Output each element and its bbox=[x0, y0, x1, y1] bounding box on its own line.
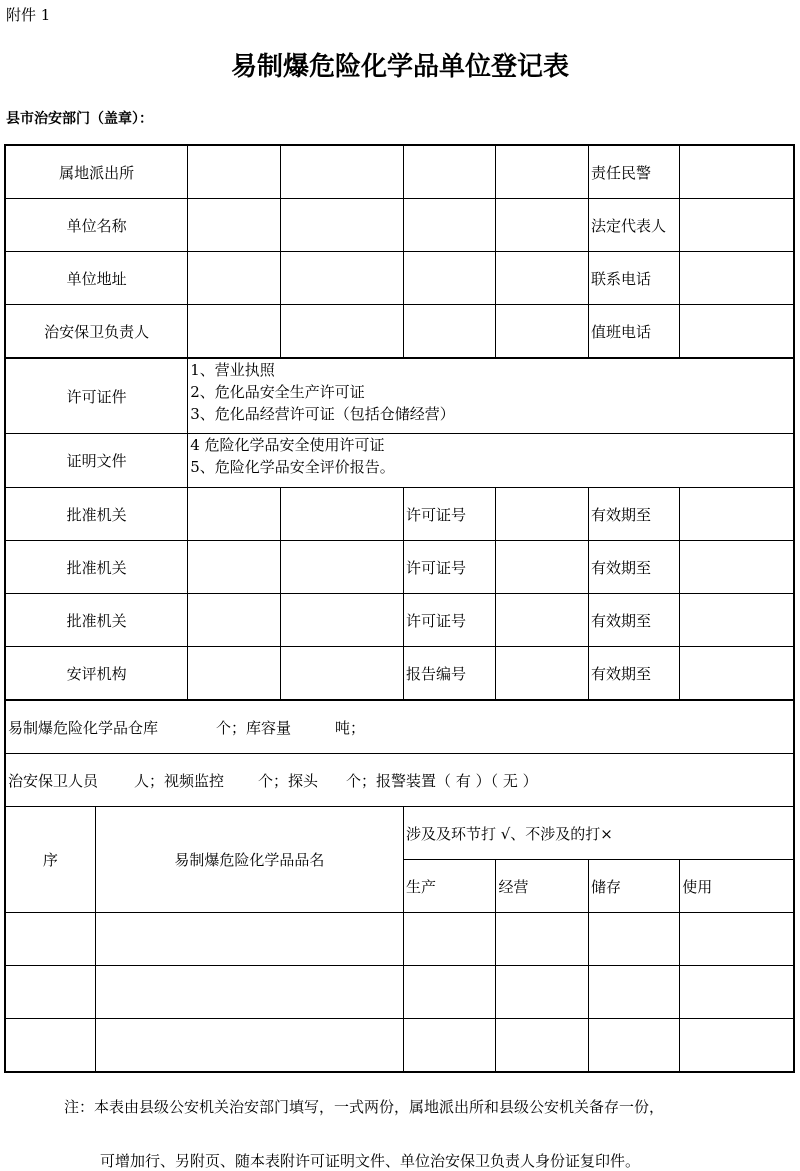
table-row bbox=[5, 966, 794, 1019]
contact-phone-label: 联系电话 bbox=[588, 252, 679, 305]
officer-label: 责任民警 bbox=[588, 145, 679, 199]
table-row bbox=[5, 913, 794, 966]
stage-production-header: 生产 bbox=[403, 860, 495, 913]
dept-seal-label: 县市治安部门（盖章）： bbox=[6, 111, 153, 127]
seq-cell[interactable] bbox=[5, 913, 95, 966]
license-label: 许可证件 bbox=[5, 358, 188, 434]
stage-operation-header: 经营 bbox=[496, 860, 588, 913]
report-number-label: 报告编号 bbox=[403, 647, 495, 701]
warehouse-prefix: 易制爆危险化学品仓库 bbox=[8, 718, 159, 737]
approval-authority-field[interactable] bbox=[280, 594, 403, 647]
operation-cell[interactable] bbox=[496, 1019, 588, 1073]
valid-until-label: 有效期至 bbox=[588, 488, 679, 541]
storage-cell[interactable] bbox=[588, 1019, 679, 1073]
police-station-label: 属地派出所 bbox=[5, 145, 188, 199]
license-item: 2、危化品安全生产许可证 bbox=[190, 383, 365, 401]
unit-name-field-1[interactable] bbox=[188, 199, 280, 252]
assessment-agency-label: 安评机构 bbox=[5, 647, 188, 701]
product-name-cell[interactable] bbox=[95, 1019, 403, 1073]
approval-authority-field[interactable] bbox=[188, 541, 280, 594]
unit-address-field-4[interactable] bbox=[496, 252, 588, 305]
storage-cell[interactable] bbox=[588, 913, 679, 966]
seq-cell[interactable] bbox=[5, 1019, 95, 1073]
page-title: 易制爆危险化学品单位登记表 bbox=[230, 52, 569, 82]
license-item: 3、危化品经营许可证（包括仓储经营） bbox=[190, 405, 455, 423]
valid-until-field[interactable] bbox=[680, 594, 794, 647]
seq-header: 序 bbox=[5, 807, 95, 913]
approval-authority-field[interactable] bbox=[280, 541, 403, 594]
stages-header: 涉及及环节打 √、不涉及的打× bbox=[403, 807, 794, 860]
valid-until-label: 有效期至 bbox=[588, 541, 679, 594]
assessment-valid-label: 有效期至 bbox=[588, 647, 679, 701]
stage-storage-header: 储存 bbox=[588, 860, 679, 913]
unit-address-field-2[interactable] bbox=[280, 252, 403, 305]
license-number-field[interactable] bbox=[496, 488, 588, 541]
table-row bbox=[5, 1019, 794, 1073]
officer-field[interactable] bbox=[680, 145, 794, 199]
security-staff-label: 治安保卫人员 bbox=[8, 771, 99, 790]
security-head-label: 治安保卫负责人 bbox=[5, 305, 188, 359]
note-line-2: 可增加行、另附页、随本表附许可证明文件、单位治安保卫负责人身份证复印件。 bbox=[100, 1152, 641, 1170]
legal-rep-field[interactable] bbox=[680, 199, 794, 252]
security-head-field-2[interactable] bbox=[280, 305, 403, 359]
registration-table bbox=[4, 144, 795, 1073]
unit-name-field-4[interactable] bbox=[496, 199, 588, 252]
unit-address-field-1[interactable] bbox=[188, 252, 280, 305]
assessment-valid-field[interactable] bbox=[680, 647, 794, 701]
warehouse-ton-unit: 吨； bbox=[335, 718, 366, 737]
operation-cell[interactable] bbox=[496, 966, 588, 1019]
stage-use-header: 使用 bbox=[680, 860, 794, 913]
proof-item: 5、危险化学品安全评价报告。 bbox=[190, 458, 395, 476]
probe-label: 个；探头 bbox=[258, 771, 319, 790]
security-head-field-3[interactable] bbox=[403, 305, 495, 359]
unit-address-label: 单位地址 bbox=[5, 252, 188, 305]
alarm-label: 个；报警装置（ 有 ）（ 无 ） bbox=[346, 771, 538, 790]
approval-authority-label: 批准机关 bbox=[5, 488, 188, 541]
video-label: 人；视频监控 bbox=[134, 771, 225, 790]
use-cell[interactable] bbox=[680, 966, 794, 1019]
security-row[interactable] bbox=[5, 754, 794, 807]
approval-authority-label: 批准机关 bbox=[5, 594, 188, 647]
license-list bbox=[188, 358, 794, 434]
proof-list bbox=[188, 434, 794, 488]
police-station-field-2[interactable] bbox=[280, 145, 403, 199]
security-head-field-1[interactable] bbox=[188, 305, 280, 359]
unit-name-field-3[interactable] bbox=[403, 199, 495, 252]
unit-name-label: 单位名称 bbox=[5, 199, 188, 252]
license-number-field[interactable] bbox=[496, 541, 588, 594]
license-number-label: 许可证号 bbox=[403, 488, 495, 541]
valid-until-label: 有效期至 bbox=[588, 594, 679, 647]
proof-label: 证明文件 bbox=[5, 434, 188, 488]
police-station-field-4[interactable] bbox=[496, 145, 588, 199]
warehouse-row[interactable] bbox=[5, 700, 794, 754]
unit-name-field-2[interactable] bbox=[280, 199, 403, 252]
duty-phone-field[interactable] bbox=[680, 305, 794, 359]
approval-authority-field[interactable] bbox=[188, 594, 280, 647]
production-cell[interactable] bbox=[403, 966, 495, 1019]
security-head-field-4[interactable] bbox=[496, 305, 588, 359]
product-name-header: 易制爆危险化学品品名 bbox=[95, 807, 403, 913]
license-number-label: 许可证号 bbox=[403, 594, 495, 647]
license-item: 1、营业执照 bbox=[190, 361, 275, 379]
license-number-label: 许可证号 bbox=[403, 541, 495, 594]
use-cell[interactable] bbox=[680, 1019, 794, 1073]
approval-authority-field[interactable] bbox=[188, 488, 280, 541]
unit-address-field-3[interactable] bbox=[403, 252, 495, 305]
seq-cell[interactable] bbox=[5, 966, 95, 1019]
production-cell[interactable] bbox=[403, 1019, 495, 1073]
assessment-agency-field[interactable] bbox=[188, 647, 280, 701]
police-station-field-3[interactable] bbox=[403, 145, 495, 199]
approval-authority-field[interactable] bbox=[280, 488, 403, 541]
proof-item: 4 危险化学品安全使用许可证 bbox=[190, 436, 385, 454]
assessment-agency-field[interactable] bbox=[280, 647, 403, 701]
contact-phone-field[interactable] bbox=[680, 252, 794, 305]
police-station-field-1[interactable] bbox=[188, 145, 280, 199]
note-line-1: 注：本表由县级公安机关治安部门填写，一式两份，属地派出所和县级公安机关备存一份， bbox=[64, 1098, 665, 1116]
production-cell[interactable] bbox=[403, 913, 495, 966]
use-cell[interactable] bbox=[680, 913, 794, 966]
license-number-field[interactable] bbox=[496, 594, 588, 647]
operation-cell[interactable] bbox=[496, 913, 588, 966]
legal-rep-label: 法定代表人 bbox=[588, 199, 679, 252]
storage-cell[interactable] bbox=[588, 966, 679, 1019]
attachment-label: 附件 1 bbox=[6, 6, 51, 24]
valid-until-field[interactable] bbox=[680, 488, 794, 541]
valid-until-field[interactable] bbox=[680, 541, 794, 594]
report-number-field[interactable] bbox=[496, 647, 588, 701]
warehouse-count-unit: 个；库容量 bbox=[216, 718, 292, 737]
duty-phone-label: 值班电话 bbox=[588, 305, 679, 359]
product-name-cell[interactable] bbox=[95, 966, 403, 1019]
product-name-cell[interactable] bbox=[95, 913, 403, 966]
approval-authority-label: 批准机关 bbox=[5, 541, 188, 594]
